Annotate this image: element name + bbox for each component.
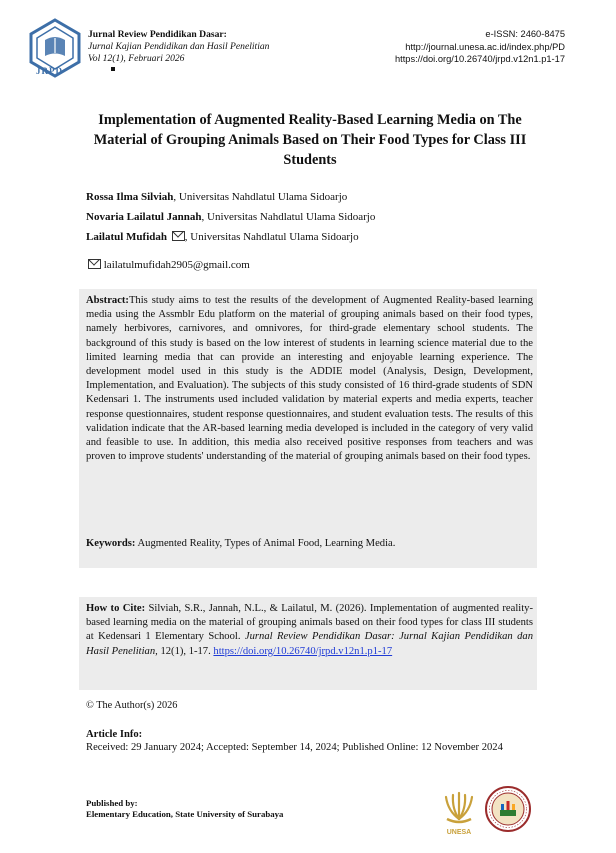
journal-volume: Vol 12(1), Februari 2026 <box>88 53 185 64</box>
keywords-label: Keywords: <box>86 538 136 549</box>
publisher-name: Elementary Education, State University of Surabaya <box>86 809 284 819</box>
how-to-cite-label: How to Cite: <box>86 603 146 614</box>
envelope-icon <box>88 259 101 269</box>
author-row <box>86 187 375 207</box>
journal-url[interactable]: http://journal.unesa.ac.id/index.php/PD <box>405 41 565 52</box>
paper-title: Implementation of Augmented Reality-Based Learning Media on The Material of Grouping Animals Based on Their Food Types for Class III Students <box>93 112 527 168</box>
article-info-dates: Received: 29 January 2024; Accepted: September 14, 2024; Published Online: 12 November 2024 <box>86 742 503 753</box>
author-affiliation: , Universitas Nahdlatul Ulama Sidoarjo <box>173 191 348 203</box>
abstract-label: Abstract: <box>86 295 129 306</box>
citation-issue: 12(1), 1-17. <box>157 645 214 657</box>
unesa-logo <box>438 789 480 837</box>
jrpd-logo-caption: JRPD <box>36 66 63 76</box>
citation-doi-link[interactable]: https://doi.org/10.26740/jrpd.v12n1.p1-17 <box>213 645 393 657</box>
author-row <box>86 227 375 247</box>
copyright: © The Author(s) 2026 <box>86 700 178 711</box>
keywords <box>86 538 533 549</box>
how-to-cite <box>86 602 533 659</box>
journal-meta <box>395 28 565 66</box>
journal-name: Jurnal Review Pendidikan Dasar: <box>88 29 227 40</box>
abstract <box>86 294 533 464</box>
article-info-label: Article Info: <box>86 729 143 740</box>
author-affiliation: , Universitas Nahdlatul Ulama Sidoarjo <box>184 231 359 243</box>
article-info <box>86 728 503 754</box>
pgsd-logo <box>484 785 532 833</box>
author-name: Novaria Lailatul Jannah <box>86 211 202 223</box>
author-name: Rossa Ilma Silviah <box>86 191 174 203</box>
author-name: Lailatul Mufidah <box>86 231 167 243</box>
envelope-icon <box>172 231 185 241</box>
citation-journal: Jurnal Review Pendidikan Dasar: Jurnal Kajian Pendidikan dan Hasil Penelitian, <box>86 631 534 657</box>
unesa-caption: UNESA <box>446 829 472 836</box>
author-affiliation: , Universitas Nahdlatul Ulama Sidoarjo <box>201 211 376 223</box>
journal-info <box>88 29 269 65</box>
email-address[interactable]: lailatulmufidah2905@gmail.com <box>103 259 250 271</box>
citation-text: Silviah, S.R., Jannah, N.L., & Lailatul, M. (2026). Implementation of augmented reality-based learning media on the material of grouping animals based on their food types for class III students at Kedensari 1 Elementary School. <box>86 603 533 643</box>
article-doi[interactable]: https://doi.org/10.26740/jrpd.v12n1.p1-17 <box>394 54 565 64</box>
corresponding-email <box>86 259 250 271</box>
keywords-text: Augmented Reality, Types of Animal Food, Learning Media. <box>135 538 396 549</box>
publisher <box>86 798 283 820</box>
author-row <box>86 207 375 227</box>
header-bullet <box>111 67 115 71</box>
publisher-label: Published by: <box>86 798 138 808</box>
eissn: e-ISSN: 2460-8475 <box>485 29 565 39</box>
author-list <box>86 187 375 247</box>
journal-subtitle: Jurnal Kajian Pendidikan dan Hasil Penelitian <box>88 41 270 52</box>
abstract-text: This study aims to test the results of the development of Augmented Reality-based learning media using the Assmblr Edu platform on the material of grouping animals based on their food types, namely herbivores, carnivores, and omnivores, for third-grade elementary school students. The background of this study is based on the low interest of students in learning science material due to the limited learning media that can provide an interesting and enjoyable learning experience. The development model used in this study is the ADDIE model (Analysis, Design, Development, Implementation, and Evaluation). The subjects of this study consisted of 16 third-grade students of SDN Kedensari 1. The instruments used included validation by material experts and media experts, teacher response questionnaires, student response questionnaires, and student evaluation tests. The results of this validation indicate that the AR-based learning media developed is included in the category of very valid and feasible to use. In addition, this media also received positive responses from teachers and was proven to improve students' understanding of the material of grouping animals based on their food types. <box>86 295 533 463</box>
